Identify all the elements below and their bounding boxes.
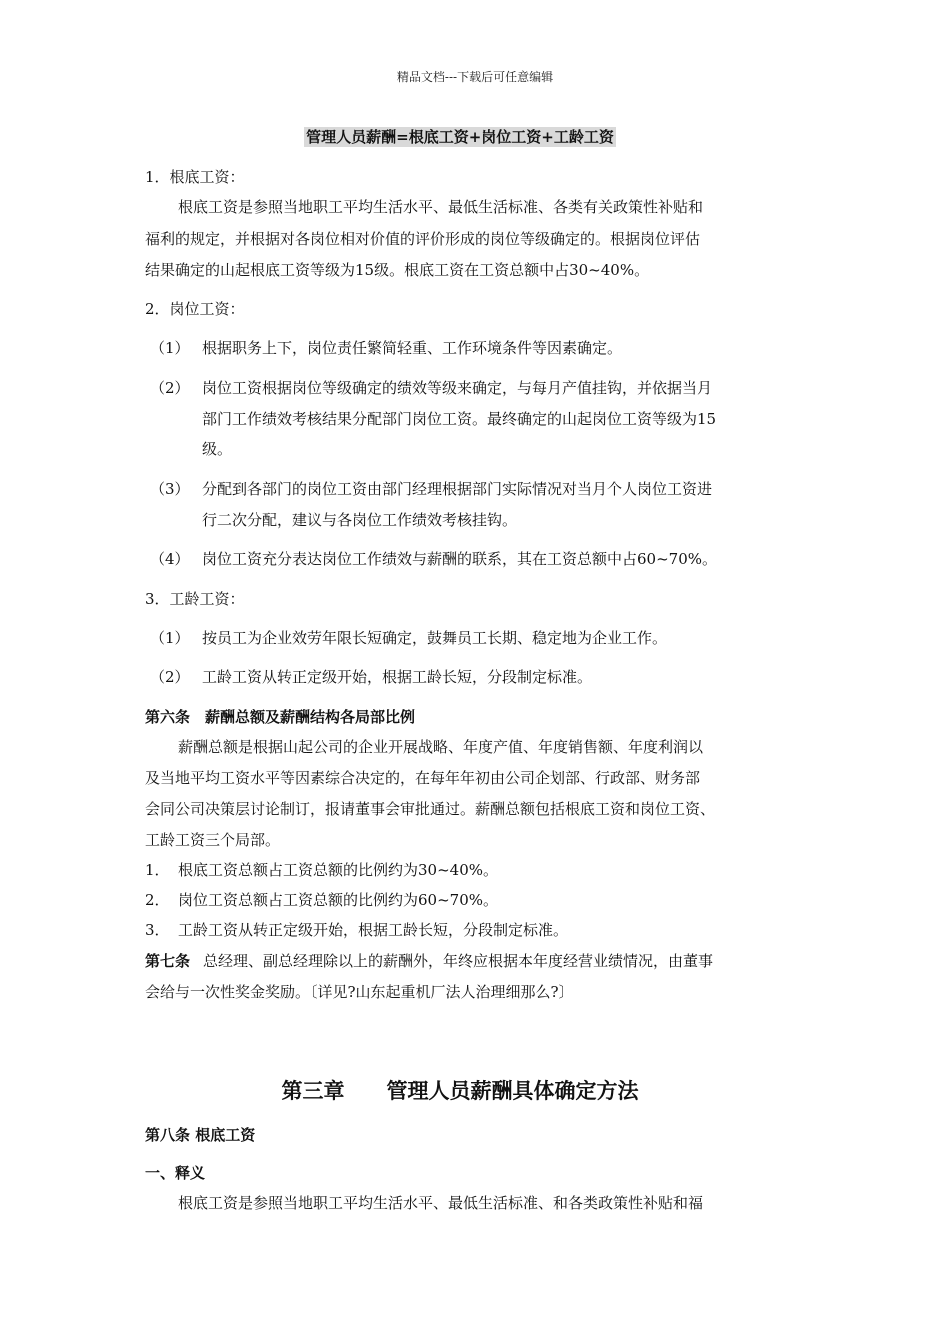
item-text: 根据职务上下，岗位责任繁简轻重、工作环境条件等因素确定。 <box>202 339 623 357</box>
paragraph-line: 根底工资是参照当地职工平均生活水平、最低生活标准、和各类政策性补贴和福 <box>178 1194 704 1212</box>
item-text: 行二次分配，建议与各岗位工作绩效考核挂钩。 <box>202 511 518 529</box>
section-1-title: 1．根底工资： <box>145 168 245 186</box>
subsection-title: 一、释义 <box>145 1164 206 1182</box>
item-number: （4） <box>150 550 190 568</box>
list-number: 1． <box>145 861 170 879</box>
section-2-title: 2．岗位工资： <box>145 300 245 318</box>
article-7-label: 第七条 <box>145 952 191 970</box>
list-text: 工龄工资从转正定级开始，根据工龄长短，分段制定标准。 <box>178 921 569 939</box>
article-6-line: 及当地平均工资水平等因素综合决定的，在每年年初由公司企划部、行政部、财务部 <box>145 769 701 787</box>
item-number: （1） <box>150 339 190 357</box>
page-header: 精品文档---下载后可任意编辑 <box>396 70 554 84</box>
item-text: 部门工作绩效考核结果分配部门岗位工资。最终确定的山起岗位工资等级为15 <box>202 410 717 428</box>
article-6-line: 会同公司决策层讨论制订，报请董事会审批通过。薪酬总额包括根底工资和岗位工资、 <box>145 800 716 818</box>
item-text: 分配到各部门的岗位工资由部门经理根据部门实际情况对当月个人岗位工资进 <box>202 480 713 498</box>
item-text: 按员工为企业效劳年限长短确定，鼓舞员工长期、稳定地为企业工作。 <box>202 629 668 647</box>
list-number: 3． <box>145 921 170 939</box>
article-8-title: 第八条 根底工资 <box>145 1126 256 1144</box>
item-number: （1） <box>150 629 190 647</box>
list-text: 根底工资总额占工资总额的比例约为30~40%。 <box>178 861 498 879</box>
section-1-line: 结果确定的山起根底工资等级为15级。根底工资在工资总额中占30~40%。 <box>145 261 650 279</box>
formula-title <box>0 126 920 147</box>
item-text: 岗位工资充分表达岗位工作绩效与薪酬的联系，其在工资总额中占60~70%。 <box>202 550 717 568</box>
chapter-title: 第三章 管理人员薪酬具体确定方法 <box>281 1078 639 1103</box>
article-6-line: 薪酬总额是根据山起公司的企业开展战略、年度产值、年度销售额、年度利润以 <box>178 738 704 756</box>
article-7-line: 会给与一次性奖金奖励。〔详见?山东起重机厂法人治理细那么?〕 <box>145 983 574 1001</box>
article-6-line: 工龄工资三个局部。 <box>145 831 281 849</box>
item-number: （2） <box>150 379 190 397</box>
item-text: 工龄工资从转正定级开始，根据工龄长短，分段制定标准。 <box>202 668 593 686</box>
item-text: 级。 <box>202 440 233 458</box>
item-number: （3） <box>150 480 190 498</box>
item-number: （2） <box>150 668 190 686</box>
formula-text: 管理人员薪酬=根底工资+岗位工资+工龄工资 <box>306 128 614 146</box>
section-1-line: 根底工资是参照当地职工平均生活水平、最低生活标准、各类有关政策性补贴和 <box>178 198 704 216</box>
section-3-title: 3．工龄工资： <box>145 590 245 608</box>
section-1-line: 福利的规定，并根据对各岗位相对价值的评价形成的岗位等级确定的。根据岗位评估 <box>145 230 701 248</box>
list-text: 岗位工资总额占工资总额的比例约为60~70%。 <box>178 891 498 909</box>
list-number: 2． <box>145 891 170 909</box>
article-6-title: 第六条 薪酬总额及薪酬结构各局部比例 <box>145 708 416 726</box>
article-7-line: 总经理、副总经理除以上的薪酬外，年终应根据本年度经营业绩情况，由董事 <box>203 952 714 970</box>
item-text: 岗位工资根据岗位等级确定的绩效等级来确定，与每月产值挂钩，并依据当月 <box>202 379 713 397</box>
